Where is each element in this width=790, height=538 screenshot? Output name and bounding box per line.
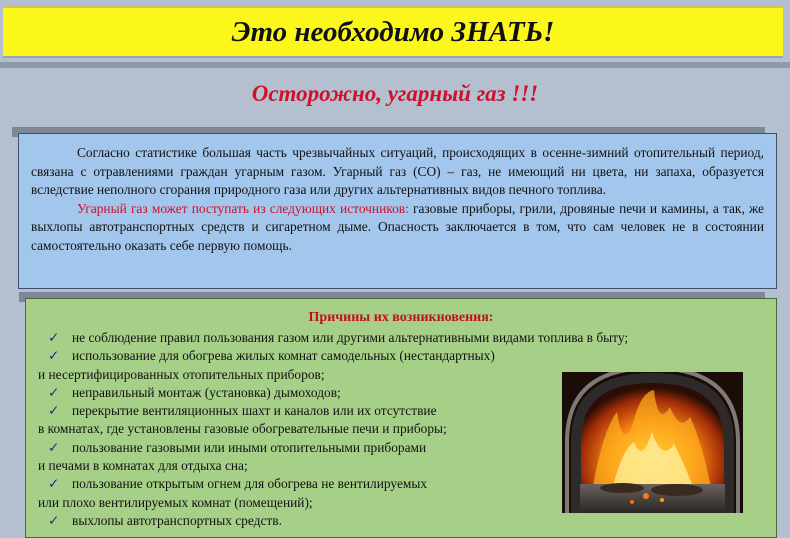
- checkmark-icon: ✓: [48, 330, 60, 345]
- fireplace-image: [562, 372, 743, 513]
- cause-text: пользование газовыми или иными отопительными приборами: [72, 439, 427, 455]
- checkmark-icon: ✓: [48, 403, 60, 419]
- checkmark-icon: ✓: [48, 384, 60, 400]
- cause-text: в комнатах, где установлены газовые обогревательные печи и приборы;: [38, 421, 447, 437]
- cause-text: пользование открытым огнем для обогрева не вентилируемых: [72, 476, 428, 492]
- cause-text: и несертифицированных отопительных приборов;: [38, 366, 325, 382]
- cause-text: неправильный монтаж (установка) дымоходов;: [72, 384, 341, 400]
- cause-line: [36, 512, 766, 530]
- page-title: Это необходимо ЗНАТЬ!: [231, 16, 555, 48]
- cause-text: перекрытие вентиляционных шахт и каналов или их отсутствие: [72, 403, 437, 419]
- header-banner: [3, 6, 783, 58]
- intro-paragraph-2: [31, 200, 764, 256]
- intro-panel: [18, 133, 777, 289]
- checkmark-icon: ✓: [48, 348, 60, 364]
- cause-line: [36, 329, 766, 347]
- intro-paragraph-1: Согласно статистике большая часть чрезвычайных ситуаций, происходящих в осенне-зимний отопительный период, связана с отравлениями граждан угарным газом. Угарный газ (СО) – газ, не имеющий ни цвета, ни запаха, образуется вследствие неполного сгорания природного газа или других альтернативных видов печного топлива.: [31, 145, 764, 198]
- causes-title: Причины их возникновения:: [308, 310, 494, 325]
- cause-text: использование для обогрева жилых комнат самодельных (нестандартных): [72, 348, 495, 364]
- divider-strip: [0, 62, 790, 68]
- checkmark-icon: ✓: [48, 512, 60, 528]
- checkmark-icon: ✓: [48, 476, 60, 492]
- checkmark-icon: ✓: [48, 439, 60, 455]
- cause-text: не соблюдение правил пользования газом или другими альтернативными видами топлива в быту;: [72, 330, 629, 345]
- fireplace-illustration: [562, 372, 743, 513]
- cause-line: [36, 347, 766, 365]
- sources-text: газовые приборы, грили, дровяные печи и камины, а так, же выхлопы автотранспортных средств и сигаретном дыме. Опасность заключается в том, что сам человек не в состоянии самостоятельно оказать себе первую помощь.: [31, 200, 764, 253]
- cause-text: выхлопы автотранспортных средств.: [72, 512, 282, 528]
- warning-subtitle: Осторожно, угарный газ !!!: [251, 81, 539, 106]
- sources-highlight: Угарный газ может поступать из следующих источников:: [77, 200, 409, 216]
- cause-text: и печами в комнатах для отдыха сна;: [38, 458, 248, 474]
- cause-text: или плохо вентилируемых комнат (помещений);: [38, 494, 313, 510]
